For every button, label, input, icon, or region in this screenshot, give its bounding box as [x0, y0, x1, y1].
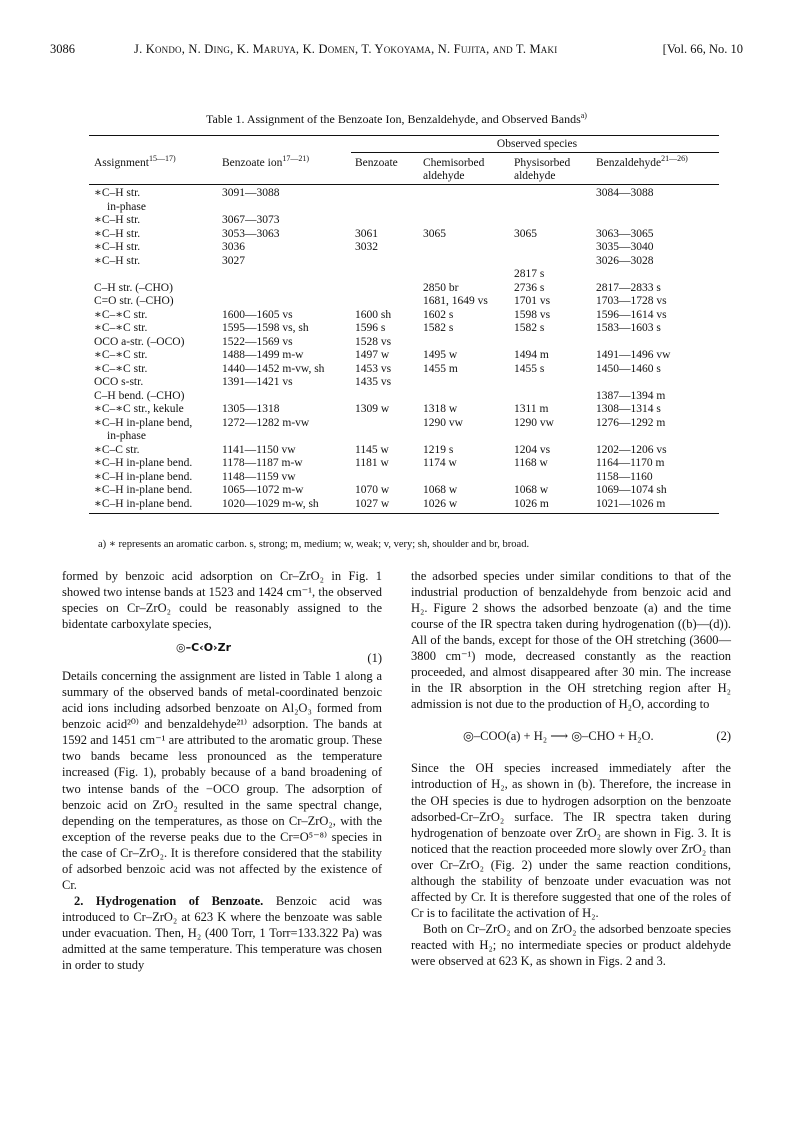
author-line: J. Kondo, N. Ding, K. Maruya, K. Domen, T. Yokoyama, N. Fujita, and T. Maki — [134, 42, 558, 56]
bottom-rule — [89, 513, 719, 514]
table-cell: 1145 w — [355, 443, 389, 456]
table-cell: 3084—3088 — [596, 187, 654, 199]
table-cell: 1450—1460 s — [596, 362, 661, 375]
table-row — [89, 349, 719, 362]
table-cell: ∗C–∗C str. — [94, 362, 148, 375]
table-cell: 3053—3063 — [222, 227, 280, 240]
header-physisorbed: Physisorbed aldehyde — [514, 157, 571, 182]
page-number: 3086 — [50, 42, 75, 56]
table-cell: 1488—1499 m-w — [222, 349, 304, 361]
table-cell: 2850 br — [423, 281, 459, 294]
table-cell: 1440—1452 m-vw, sh — [222, 362, 325, 375]
caption-sup: a) — [580, 111, 587, 120]
table-cell: 3065 — [514, 227, 537, 240]
table-cell: 1495 w — [423, 349, 458, 361]
table-cell: 1026 w — [423, 497, 458, 510]
table-cell: ∗C–∗C str. — [94, 308, 148, 321]
table-cell: 1158—1160 — [596, 470, 653, 483]
table-row — [89, 363, 719, 376]
running-header — [50, 42, 743, 60]
table-cell: ∗C–C str. — [94, 443, 140, 456]
table-cell: 3032 — [355, 241, 378, 253]
table-cell: ∗C–H str. — [94, 214, 141, 226]
table-row — [89, 295, 719, 308]
table-cell: ∗C–H in-plane bend. — [94, 484, 193, 496]
table-row — [89, 187, 719, 200]
table-cell: C–H str. (–CHO) — [94, 281, 173, 294]
table-cell: 1069—1074 sh — [596, 484, 667, 496]
table-cell: 1318 w — [423, 403, 458, 415]
table-cell: 1600 sh — [355, 308, 392, 321]
table-cell: 1494 m — [514, 349, 549, 361]
table-cell: 2817 s — [514, 268, 545, 280]
table-cell: 1202—1206 vs — [596, 443, 667, 456]
table-cell: 1455 s — [514, 362, 545, 375]
table-cell: C=O str. (–CHO) — [94, 295, 174, 307]
table-cell: 1582 s — [514, 322, 545, 334]
table-cell: 2817—2833 s — [596, 281, 661, 294]
table-cell: ∗C–H str. — [94, 254, 141, 267]
table-cell: 1308—1314 s — [596, 403, 661, 415]
table-cell: 1290 vw — [514, 416, 554, 429]
table-cell: 1600—1605 vs — [222, 308, 293, 321]
top-rule — [89, 135, 719, 136]
table-cell: ∗C–∗C str. — [94, 349, 148, 361]
table-row — [89, 403, 719, 416]
table-cell: 2736 s — [514, 281, 545, 294]
left-column — [62, 568, 382, 973]
table-cell: ∗C–H in-plane bend. — [94, 470, 193, 483]
equation-number: (2) — [716, 729, 731, 744]
table-cell: 1305—1318 — [222, 403, 280, 415]
table-cell: 1141—1150 vw — [222, 443, 296, 456]
header-benzaldehyde: Benzaldehyde$^{21—26)}$ — [596, 154, 688, 169]
span-rule — [351, 152, 719, 153]
table-cell: 3026—3028 — [596, 254, 654, 267]
table-cell: 1311 m — [514, 403, 549, 415]
equation-2 — [411, 712, 731, 760]
table-cell: 1595—1598 vs, sh — [222, 322, 309, 334]
table-cell: 3036 — [222, 241, 245, 253]
table-cell: 1178—1187 m-w — [222, 457, 303, 469]
table-cell: 1681, 1649 vs — [423, 295, 488, 307]
table-cell: 1272—1282 m-vw — [222, 416, 310, 429]
table-caption — [0, 112, 793, 127]
table-cell: OCO a-str. (–OCO) — [94, 335, 185, 348]
table-cell: 1387—1394 m — [596, 389, 666, 402]
table-row — [89, 430, 719, 443]
table-cell: 1455 m — [423, 362, 458, 375]
table-cell: 1602 s — [423, 308, 454, 321]
table-cell: ∗C–∗C str., kekule — [94, 403, 184, 415]
observed-species-header: Observed species — [496, 138, 578, 150]
table-cell: 1020—1029 m-w, sh — [222, 497, 319, 510]
table-cell: 1168 w — [514, 457, 548, 469]
table-cell: 1453 vs — [355, 362, 392, 375]
paragraph — [62, 893, 382, 973]
table-row — [89, 255, 719, 268]
table-cell: in-phase — [107, 430, 146, 442]
table-row — [89, 282, 719, 295]
table-cell: 1065—1072 m-w — [222, 484, 304, 496]
table-row — [89, 376, 719, 389]
table-cell: 3067—3073 — [222, 214, 280, 226]
table-cell: ∗C–H str. — [94, 187, 141, 199]
paragraph: the adsorbed species under similar conditions to that of the industrial production of benzaldehyde from benzoic acid and H₂. Figure 2 shows the adsorbed benzoate (a) and the time course of the IR spectra taken during hydrogenation ((b)—(d)). All of the bands, except for those of the OH stretching (3600—3800 cm⁻¹) mode, decreased constantly as the reaction proceeded, and almost disappeared after 30 min. The increase in the IR absorption in the OH stretching region after H₂ admission is not due to the production of H₂O, according to — [411, 569, 731, 712]
table-cell: 1528 vs — [355, 335, 392, 348]
table-cell: 1596 s — [355, 322, 386, 334]
table-cell: 1021—1026 m — [596, 497, 666, 510]
table-cell: 1290 vw — [423, 416, 463, 429]
table-cell: 1309 w — [355, 403, 390, 415]
table-cell: 1391—1421 vs — [222, 376, 293, 388]
equation-number: (1) — [367, 651, 382, 666]
table-row — [89, 390, 719, 403]
table-row — [89, 457, 719, 470]
table-cell: 1491—1496 vw — [596, 349, 671, 361]
table-row — [89, 484, 719, 497]
paragraph-text: Benzoic acid was introduced to Cr–ZrO₂ at 623 K where the benzoate was sable under evacuation. Then, H₂ (400 Torr, 1 Torr=133.322 Pa) was admitted at the same temperature. This temperature was chosen in order to study — [62, 893, 383, 973]
header-benzoate: Benzoate — [355, 157, 398, 169]
equation-formula: ◎–COO(a) + H₂ ⟶ ◎–CHO + H₂O. — [463, 729, 654, 744]
header-benzoate-ion: Benzoate ion$^{17—21)}$ — [222, 154, 310, 169]
equation-formula: ◎–C‹O›Zr — [176, 641, 231, 655]
table-row — [89, 417, 719, 430]
table-cell: 3065 — [423, 227, 446, 240]
table-row — [89, 322, 719, 335]
volume-info: [Vol. 66, No. 10 — [662, 42, 743, 56]
table-cell: 1701 vs — [514, 295, 551, 307]
table-row — [89, 201, 719, 214]
right-column — [411, 568, 731, 969]
table-cell: 1703—1728 vs — [596, 295, 667, 307]
header-rule — [89, 184, 719, 185]
table-row — [89, 309, 719, 322]
table-cell: in-phase — [107, 200, 146, 213]
table-cell: 1070 w — [355, 484, 390, 496]
table-cell: ∗C–H in-plane bend, — [94, 416, 193, 429]
paragraph: formed by benzoic acid adsorption on Cr–ZrO₂ in Fig. 1 showed two intense bands at 1523 and 1424 cm⁻¹, the observed species on Cr–ZrO₂ could be reasonably assigned to the bidentate carboxylate species, — [62, 569, 382, 632]
table-cell: ∗C–H str. — [94, 227, 141, 240]
table-row — [89, 241, 719, 254]
table-cell: 1276—1292 m — [596, 416, 666, 429]
table-cell: 1026 m — [514, 497, 549, 510]
table-cell: 1583—1603 s — [596, 322, 661, 334]
table-cell: 3063—3065 — [596, 227, 654, 240]
table-cell: 1219 s — [423, 443, 454, 456]
table-row — [89, 214, 719, 227]
table-cell: 1582 s — [423, 322, 454, 334]
table-cell: 1598 vs — [514, 308, 551, 321]
header-assignment: Assignment$^{15—17)}$ — [94, 154, 176, 169]
table-cell: 1174 w — [423, 457, 457, 469]
table-cell: 1068 w — [514, 484, 549, 496]
paragraph: Since the OH species increased immediately after the introduction of H₂, as shown in (b). Therefore, the increase in the OH species is due to hydrogen adsorption on the benzoate adsorbed-Cr–ZrO₂ surface. The IR spectra taken during hydrogenation of benzoate over ZrO₂ are shown in Fig. 3. It is noticed that the reaction proceeded more slowly over ZrO₂ than over Cr–ZrO₂ (Fig. 2) under the same reaction conditions, although the stability of benzoate under evacuation was not affected by Cr. It is therefore suggested that one of the roles of Cr is to facilitate the activation of H₂. — [411, 761, 731, 920]
table-cell: OCO s-str. — [94, 376, 144, 388]
table-cell: 1522—1569 vs — [222, 335, 293, 348]
table-cell: 1148—1159 vw — [222, 470, 296, 483]
table-row — [89, 444, 719, 457]
paragraph: Details concerning the assignment are listed in Table 1 along a summary of the observed bands of metal-coordinated benzoic acid ions including adsorbed benzoate on Al₂O₃ formed from benzoic acid²⁰⁾ and benzaldehyde²¹⁾ adsorption. The bands at 1592 and 1451 cm⁻¹ are attributed to the aromatic group. These two bands became less pronounced as the temperature increased (Fig. 1), probably because of a band broadening of two intense bands of the −OCO group. The adsorption of benzoic acid on ZrO₂ resulted in the same spectral change, depending on the temperatures, as those on Cr–ZrO₂, with the exception of the reverse peaks due to the Cr=O⁵⁻⁸⁾ species in the case of Cr–ZrO₂. It is therefore considered that the stability of adsorbed benzoic acid was not affected by the existence of Cr. — [62, 669, 382, 892]
table-cell: 1497 w — [355, 349, 390, 361]
table-row — [89, 336, 719, 349]
table-cell: C–H bend. (–CHO) — [94, 389, 185, 402]
table-row — [89, 471, 719, 484]
section-heading: 2. Hydrogenation of Benzoate. — [74, 893, 264, 908]
table-cell: 3061 — [355, 227, 378, 240]
table-cell: ∗C–H in-plane bend. — [94, 497, 193, 510]
table-cell: 1027 w — [355, 497, 390, 510]
table-row — [89, 498, 719, 511]
table-cell: 1181 w — [355, 457, 389, 469]
table-cell: 3027 — [222, 254, 245, 267]
paragraph: Both on Cr–ZrO₂ and on ZrO₂ the adsorbed benzoate species reacted with H₂; no intermediate species or product aldehyde were observed at 623 K, as shown in Figs. 2 and 3. — [411, 921, 731, 968]
table-cell: 3091—3088 — [222, 187, 280, 199]
table-cell: ∗C–H str. — [94, 241, 141, 253]
table-row — [89, 228, 719, 241]
table-footnote: a) ∗ represents an aromatic carbon. s, strong; m, medium; w, weak; v, very; sh, shoulder and br, broad. — [98, 539, 530, 550]
table-cell: 1068 w — [423, 484, 458, 496]
header-chemisorbed: Chemisorbed aldehyde — [423, 157, 485, 182]
table-cell: 1596—1614 vs — [596, 308, 667, 321]
equation-1 — [62, 632, 382, 668]
table-row — [89, 268, 719, 281]
table-cell: 1204 vs — [514, 443, 551, 456]
table-cell: 1435 vs — [355, 376, 392, 388]
table-cell: 1164—1170 m — [596, 457, 665, 469]
table-cell: ∗C–H in-plane bend. — [94, 457, 193, 469]
table-cell: 3035—3040 — [596, 241, 654, 253]
caption-text: Table 1. Assignment of the Benzoate Ion, Benzaldehyde, and Observed Bands — [206, 112, 581, 126]
table-cell: ∗C–∗C str. — [94, 322, 148, 334]
